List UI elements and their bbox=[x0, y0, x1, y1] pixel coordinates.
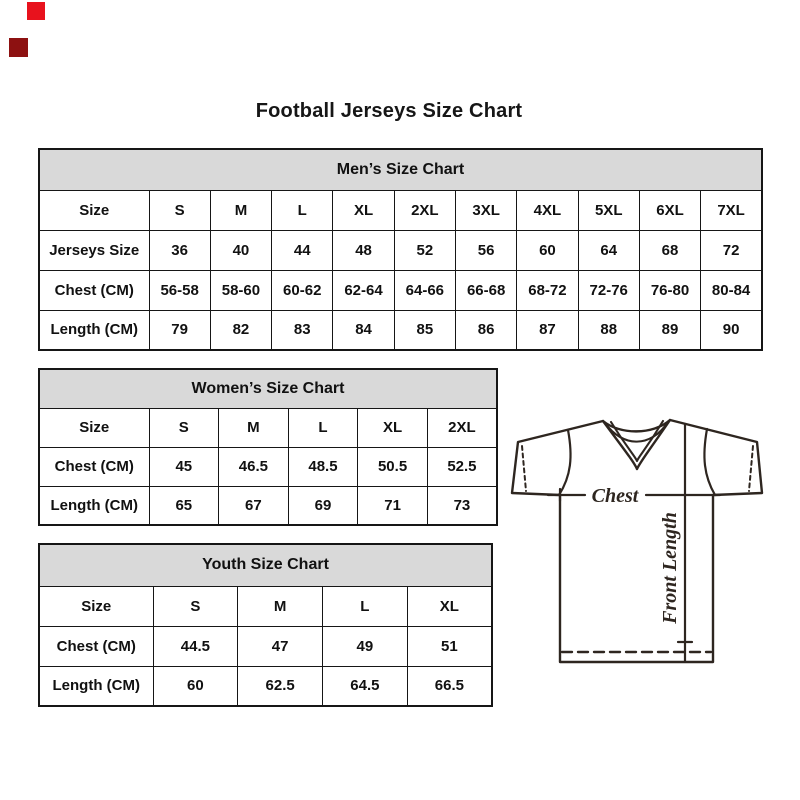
value-cell: 48 bbox=[333, 230, 394, 270]
mens-table-title: Men’s Size Chart bbox=[39, 149, 762, 190]
table-row bbox=[39, 447, 497, 486]
value-cell: 49 bbox=[323, 626, 408, 666]
value-cell: 64-66 bbox=[394, 270, 455, 310]
value-cell: 44.5 bbox=[153, 626, 238, 666]
row-label-cell: Jerseys Size bbox=[39, 230, 149, 270]
row-label-cell: Chest (CM) bbox=[39, 270, 149, 310]
table-row bbox=[39, 408, 497, 447]
value-cell: 80-84 bbox=[701, 270, 762, 310]
value-cell: 2XL bbox=[394, 190, 455, 230]
value-cell: 62.5 bbox=[238, 666, 323, 706]
value-cell: 5XL bbox=[578, 190, 639, 230]
value-cell: 64.5 bbox=[323, 666, 408, 706]
table-row bbox=[39, 230, 762, 270]
value-cell: 3XL bbox=[455, 190, 516, 230]
value-cell: 50.5 bbox=[358, 447, 428, 486]
table-header-row bbox=[39, 544, 492, 586]
page-title: Football Jerseys Size Chart bbox=[255, 100, 523, 122]
womens-table-title: Women’s Size Chart bbox=[39, 369, 497, 408]
value-cell: S bbox=[153, 586, 238, 626]
value-cell: 83 bbox=[272, 310, 333, 350]
value-cell: M bbox=[210, 190, 271, 230]
value-cell: 45 bbox=[149, 447, 219, 486]
value-cell: 36 bbox=[149, 230, 210, 270]
table-row bbox=[39, 626, 492, 666]
value-cell: M bbox=[219, 408, 289, 447]
value-cell: 40 bbox=[210, 230, 271, 270]
row-label-cell: Length (CM) bbox=[39, 310, 149, 350]
value-cell: 4XL bbox=[517, 190, 578, 230]
value-cell: 67 bbox=[219, 486, 289, 525]
value-cell: 62-64 bbox=[333, 270, 394, 310]
value-cell: L bbox=[288, 408, 358, 447]
value-cell: 66.5 bbox=[407, 666, 492, 706]
value-cell: L bbox=[272, 190, 333, 230]
value-cell: XL bbox=[333, 190, 394, 230]
table-row bbox=[39, 270, 762, 310]
value-cell: 58-60 bbox=[210, 270, 271, 310]
front-length-label: Front Length bbox=[659, 512, 681, 624]
value-cell: 89 bbox=[639, 310, 700, 350]
value-cell: 6XL bbox=[639, 190, 700, 230]
value-cell: 2XL bbox=[427, 408, 497, 447]
mens-size-chart-table bbox=[38, 148, 763, 351]
value-cell: XL bbox=[407, 586, 492, 626]
red-color-swatch bbox=[27, 2, 45, 20]
value-cell: 60-62 bbox=[272, 270, 333, 310]
value-cell: S bbox=[149, 190, 210, 230]
value-cell: L bbox=[323, 586, 408, 626]
value-cell: S bbox=[149, 408, 219, 447]
value-cell: 72-76 bbox=[578, 270, 639, 310]
table-header-row bbox=[39, 369, 497, 408]
value-cell: 72 bbox=[701, 230, 762, 270]
value-cell: 47 bbox=[238, 626, 323, 666]
table-row bbox=[39, 486, 497, 525]
value-cell: 90 bbox=[701, 310, 762, 350]
row-label-cell: Size bbox=[39, 586, 153, 626]
chest-label: Chest bbox=[591, 485, 639, 507]
row-label-cell: Size bbox=[39, 190, 149, 230]
value-cell: 52 bbox=[394, 230, 455, 270]
value-cell: 44 bbox=[272, 230, 333, 270]
value-cell: 60 bbox=[153, 666, 238, 706]
table-header-row bbox=[39, 149, 762, 190]
value-cell: 7XL bbox=[701, 190, 762, 230]
value-cell: 68-72 bbox=[517, 270, 578, 310]
jersey-outline bbox=[512, 420, 762, 662]
value-cell: 82 bbox=[210, 310, 271, 350]
womens-size-chart-table bbox=[38, 368, 498, 526]
value-cell: 85 bbox=[394, 310, 455, 350]
row-label-cell: Chest (CM) bbox=[39, 626, 153, 666]
value-cell: 79 bbox=[149, 310, 210, 350]
youth-table-title: Youth Size Chart bbox=[39, 544, 492, 586]
table-row bbox=[39, 586, 492, 626]
value-cell: 60 bbox=[517, 230, 578, 270]
value-cell: 69 bbox=[288, 486, 358, 525]
table-row bbox=[39, 190, 762, 230]
value-cell: 66-68 bbox=[455, 270, 516, 310]
value-cell: XL bbox=[358, 408, 428, 447]
value-cell: 46.5 bbox=[219, 447, 289, 486]
value-cell: 86 bbox=[455, 310, 516, 350]
youth-size-chart-table bbox=[38, 543, 493, 707]
value-cell: 88 bbox=[578, 310, 639, 350]
row-label-cell: Size bbox=[39, 408, 149, 447]
table-row bbox=[39, 666, 492, 706]
table-row bbox=[39, 310, 762, 350]
value-cell: M bbox=[238, 586, 323, 626]
row-label-cell: Chest (CM) bbox=[39, 447, 149, 486]
value-cell: 51 bbox=[407, 626, 492, 666]
value-cell: 73 bbox=[427, 486, 497, 525]
value-cell: 65 bbox=[149, 486, 219, 525]
value-cell: 76-80 bbox=[639, 270, 700, 310]
value-cell: 68 bbox=[639, 230, 700, 270]
value-cell: 48.5 bbox=[288, 447, 358, 486]
value-cell: 52.5 bbox=[427, 447, 497, 486]
dark-red-color-swatch bbox=[9, 38, 28, 57]
value-cell: 56 bbox=[455, 230, 516, 270]
value-cell: 56-58 bbox=[149, 270, 210, 310]
row-label-cell: Length (CM) bbox=[39, 666, 153, 706]
value-cell: 64 bbox=[578, 230, 639, 270]
value-cell: 71 bbox=[358, 486, 428, 525]
value-cell: 84 bbox=[333, 310, 394, 350]
value-cell: 87 bbox=[517, 310, 578, 350]
jersey-measurement-diagram bbox=[505, 405, 770, 670]
row-label-cell: Length (CM) bbox=[39, 486, 149, 525]
